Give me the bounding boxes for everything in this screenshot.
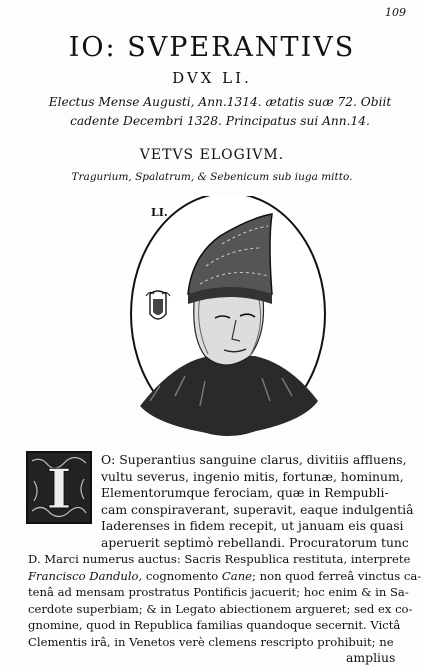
text-line [28, 568, 421, 585]
text-fragment: cognomento [145, 568, 219, 583]
election-info [40, 93, 400, 131]
text-line: tenâ ad mensam prostratus Pontificis jacuerit; hoc enim & in Sa- [28, 585, 409, 599]
decorated-initial [26, 451, 92, 524]
page-number: 109 [385, 6, 406, 19]
text-line: cam conspiraverant, superavit, eaque indulgentiâ [101, 501, 414, 517]
verse-line: Tragurium, Spalatrum, & Sebenicum sub iuga mitto. [71, 171, 353, 183]
doge-portrait [0, 196, 424, 446]
text-line: aperuerit septimò rebellandi. Procuratorum tunc [101, 534, 409, 550]
italic-name: Francisco Dandulo, [28, 568, 143, 583]
initial-letter: I [46, 457, 72, 521]
page-title: IO: SVPERANTIVS [68, 32, 356, 63]
text-fragment: ; non quod ferreâ vinctus ca- [252, 568, 422, 583]
text-line: O: Superantius sanguine clarus, divitiis affluens, [101, 452, 407, 467]
text-line: Elementorumque ferociam, quæ in Rempubli- [101, 485, 389, 500]
italic-cane: Cane [221, 568, 253, 583]
catchword: amplius [346, 650, 396, 665]
portrait-label: LI. [151, 206, 168, 219]
text-line: D. Marci numerus auctus: Sacris Respublica restituta, interprete [28, 552, 411, 566]
doge-number: DVX LI. [172, 69, 252, 87]
section-title: VETVS ELOGIVM. [139, 147, 285, 163]
text-line: vultu severus, ingenio mitis, fortunæ, hominum, [101, 468, 404, 484]
election-line-2: cadente Decembri 1328. Principatus sui Ann.14. [70, 114, 370, 128]
text-line: cerdote superbiam; & in Legato abiectionem argueret; sed ex co- [28, 601, 413, 616]
text-line: Iaderenses in fidem recepit, ut januam eis quasi [101, 518, 404, 533]
text-line: Clementis irâ, in Venetos verè clemens rescripto prohibuit; ne [28, 634, 394, 649]
text-line: gnomine, quod in Republica familias quandoque secernit. Victâ [28, 618, 401, 632]
election-line-1: Electus Mense Augusti, Ann.1314. ætatis suæ 72. Obiit [48, 95, 392, 109]
